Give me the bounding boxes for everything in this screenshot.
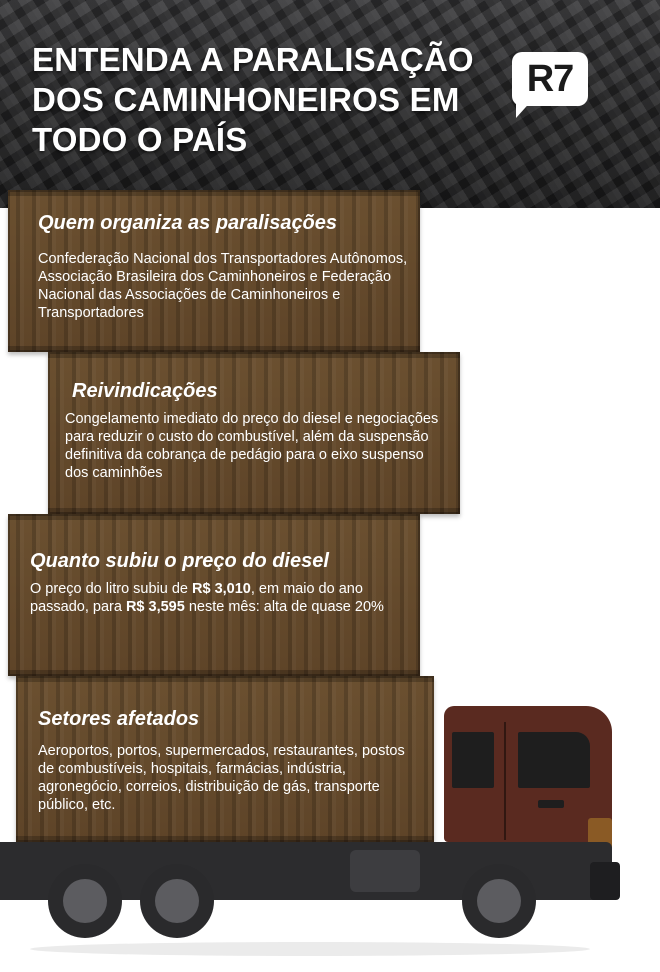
title-line-1: ENTENDA A PARALISAÇÃO [32, 41, 474, 78]
cab-rear-window [452, 732, 494, 788]
section-heading: Quem organiza as paralisações [38, 212, 338, 234]
section-body: Aeroportos, portos, supermercados, restaurantes, postos de combustíveis, hospitais, farmácias, indústria, agronegócio, correios, distribuição de gás, transporte público, etc. [38, 743, 405, 813]
header-photo-banner [0, 0, 660, 208]
wheel-rear-1 [48, 864, 122, 938]
r7-logo [512, 52, 588, 118]
body-text-2: , em maio do ano passado, para [30, 581, 363, 615]
container-reivindicacoes [48, 352, 460, 514]
section-body: Confederação Nacional dos Transportadores Autônomos, Associação Brasileira dos Caminhoneiros e Federação Nacional das Associações de Caminhoneiros e Transportadores [38, 251, 408, 321]
price-from: R$ 3,010 [192, 581, 251, 597]
body-text-1: O preço do litro subiu de [30, 581, 193, 597]
section-heading: Quanto subiu o preço do diesel [30, 550, 329, 572]
title-line-3: TODO O PAÍS [32, 121, 248, 158]
section-body: Congelamento imediato do preço do diesel e negociações para reduzir o custo do combustível, além da suspensão definitiva da cobrança de pedágio para o eixo suspenso dos caminhões [65, 411, 439, 481]
wheel-rear-2 [140, 864, 214, 938]
front-bumper [590, 862, 620, 900]
logo-text: R7 [512, 52, 588, 106]
price-to: R$ 3,595 [125, 599, 185, 615]
body-text-3: neste mês: alta de quase 20% [184, 599, 384, 615]
fuel-tank [350, 850, 420, 892]
section-heading: Reivindicações [72, 380, 218, 402]
container-quem-organiza [8, 190, 420, 352]
cab-door-handle [538, 800, 564, 808]
truck-shadow [30, 942, 590, 956]
cab-door-line [504, 722, 506, 840]
wheel-front [462, 864, 536, 938]
cab-front-window [518, 732, 590, 788]
section-heading: Setores afetados [38, 708, 200, 730]
container-setores-afetados [16, 676, 434, 842]
container-preco-diesel [8, 514, 420, 676]
page-title [32, 40, 492, 160]
section-body [30, 580, 415, 616]
title-line-2: DOS CAMINHONEIROS EM [32, 81, 460, 118]
